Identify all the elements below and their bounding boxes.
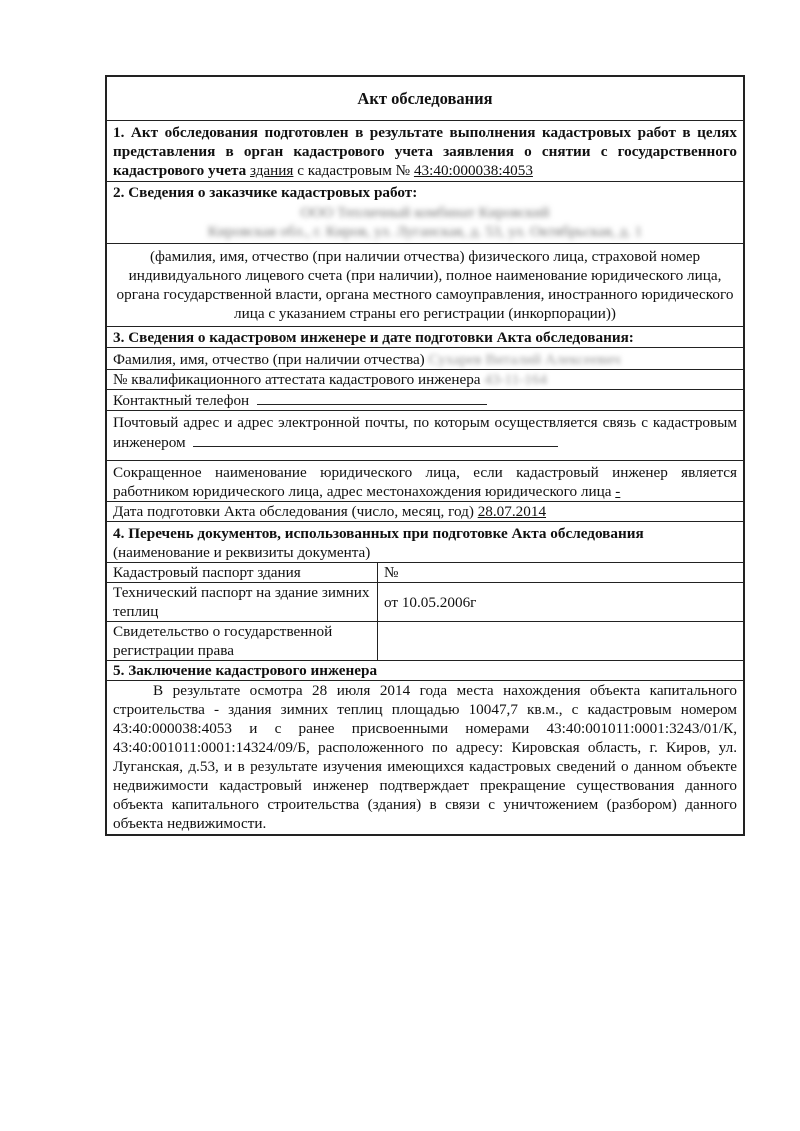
conclusion-text: В результате осмотра 28 июля 2014 года места нахождения объекта капитального строительства - здания зимних теплиц площадью 10047,7 кв.м., с кадастровым номером 43:40:000038:4053 и с ранее присвоенными номерами 43:40:001011:0001:3243/01/К, 43:40:001011:0001:14324/09/Б, расположенного по адресу: Кировская область, г. Киров, ул. Луганская, д.53, и в результате изучения имеющихся кадастровых сведений о данном объекте недвижимости кадастровый инженер подтверждает прекращение существования данного объекта капитального строительства (здания) в связи с уничтожением (разбором) данного объекта недвижимости.	[107, 680, 743, 834]
customer-address: Кировская обл., г. Киров, ул. Луганская, д. 53, ул. Октябрьская, д. 1	[207, 223, 643, 240]
engineer-fio-row	[107, 347, 743, 369]
section-5-heading: 5. Заключение кадастрового инженера	[107, 660, 743, 680]
document-name: Свидетельство о государственной регистрации права	[107, 622, 378, 660]
address-label: Почтовый адрес и адрес электронной почты, по которым осуществляется связь с кадастровым инженером	[113, 414, 737, 451]
date-row	[107, 501, 743, 521]
section-1-text: 1. Акт обследования подготовлен в результате выполнения кадастровых работ в целях представления в орган кадастрового учета заявления о снятии с государственного кадастрового учета	[113, 124, 737, 179]
survey-act-form	[105, 75, 745, 836]
certificate-label: № квалификационного аттестата кадастрового инженера	[113, 371, 481, 388]
customer-note: (фамилия, имя, отчество (при наличии отчества) физического лица, страховой номер индивидуального лицевого счета (при наличии), полное наименование юридического лица, органа государственной власти, органа местного самоуправления, иностранного юридического лица с указанием страны его регистрации (инкорпорации))	[107, 243, 743, 326]
section-2-heading: 2. Сведения о заказчике кадастровых работ:	[107, 181, 743, 202]
certificate-value: 43-11-164	[484, 371, 548, 388]
cadastral-number: 43:40:000038:4053	[413, 162, 533, 179]
organization-label: Сокращенное наименование юридического лица, если кадастровый инженер является работником юридического лица, адрес местонахождения юридического лица	[113, 464, 737, 500]
document-name: Кадастровый паспорт здания	[107, 563, 378, 582]
organization-value: -	[615, 483, 621, 500]
page-title: Акт обследования	[357, 89, 493, 108]
document-row	[107, 621, 743, 660]
phone-blank	[257, 390, 487, 405]
organization-row	[107, 460, 743, 501]
object-type: здания	[249, 162, 294, 179]
section-1-mid: с кадастровым №	[297, 162, 411, 179]
date-label: Дата подготовки Акта обследования (число, месяц, год)	[113, 503, 474, 520]
certificate-row	[107, 369, 743, 389]
section-4-heading: 4. Перечень документов, использованных при подготовке Акта обследования	[107, 521, 743, 543]
engineer-fio-label: Фамилия, имя, отчество (при наличии отчества)	[113, 351, 425, 368]
address-row	[107, 410, 743, 460]
document-detail: от 10.05.2006г	[384, 593, 477, 611]
document-detail	[378, 622, 743, 660]
section-1	[107, 120, 743, 181]
phone-row	[107, 389, 743, 410]
customer-block	[107, 202, 743, 243]
document-name: Технический паспорт на здание зимних теплиц	[107, 583, 378, 621]
document-row	[107, 582, 743, 621]
section-4-subheading: (наименование и реквизиты документа)	[113, 544, 371, 561]
phone-label: Контактный телефон	[113, 392, 250, 409]
address-blank	[193, 432, 558, 447]
date-value: 28.07.2014	[477, 503, 547, 520]
engineer-fio-value: Сухарев Виталий Алексеевич	[428, 351, 621, 368]
document-detail: №	[384, 564, 399, 581]
section-3-heading: 3. Сведения о кадастровом инженере и дате подготовки Акта обследования:	[107, 326, 743, 347]
document-row	[107, 562, 743, 582]
customer-name: ООО Тепличный комбинат Кировский	[300, 204, 550, 221]
